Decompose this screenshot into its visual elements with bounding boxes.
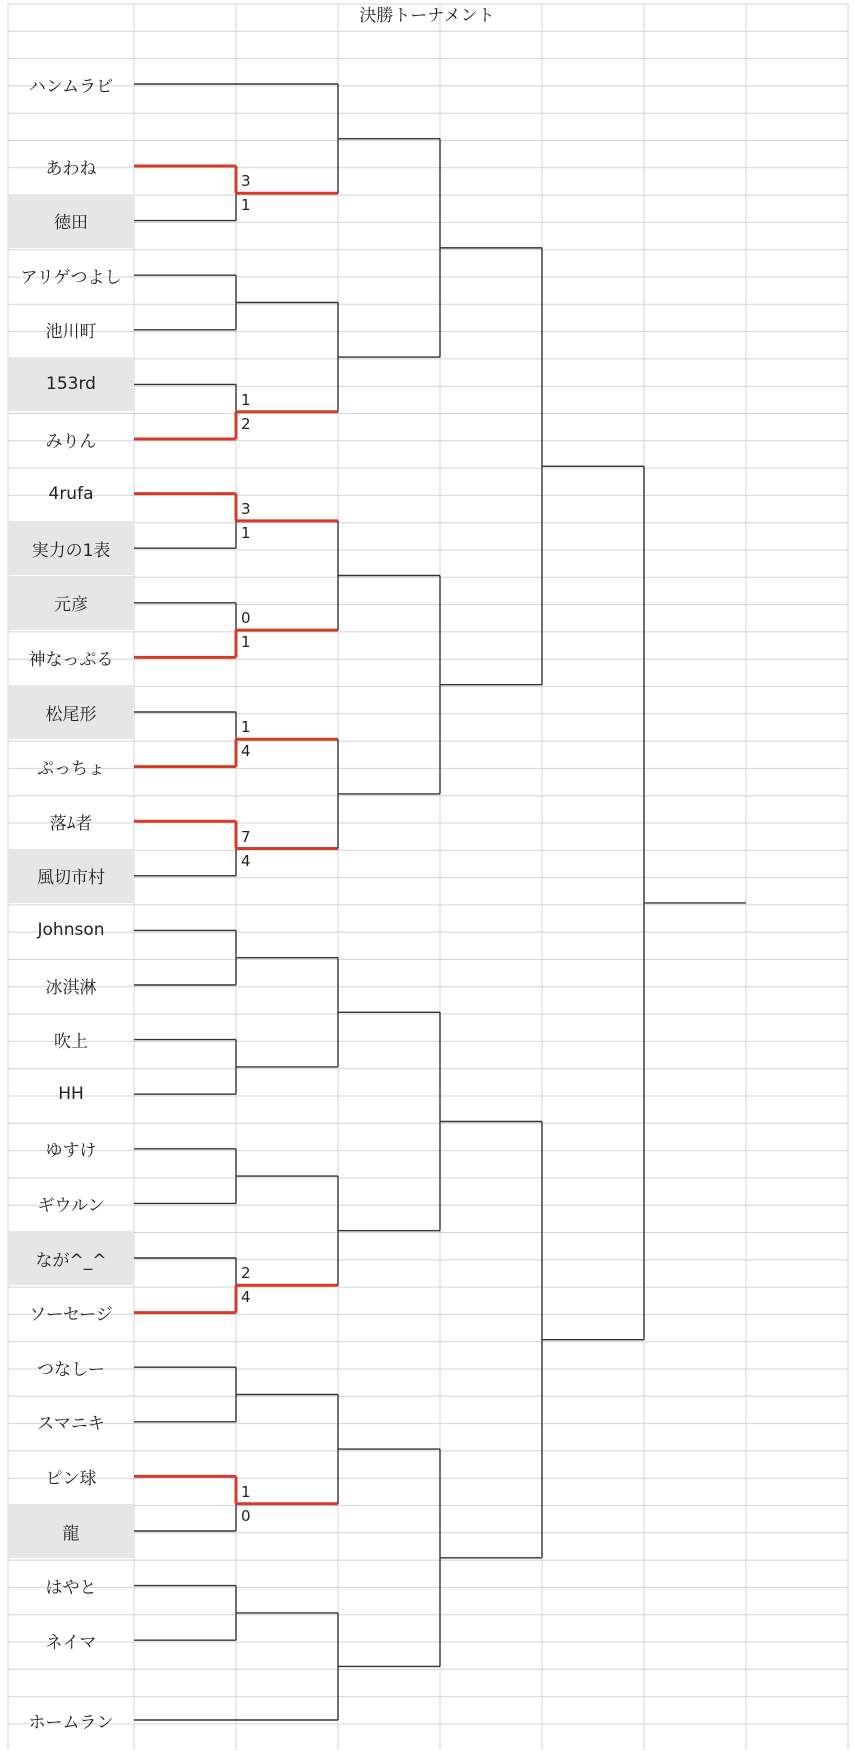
match-score: 4 <box>241 742 251 761</box>
match-score: 2 <box>241 1264 251 1283</box>
match-score: 1 <box>241 390 251 409</box>
sheet-title: 決勝トーナメント <box>359 6 495 26</box>
match-score: 4 <box>241 851 251 870</box>
match-score: 4 <box>241 1288 251 1307</box>
entrant-name: 元彦 <box>8 576 134 630</box>
entrant-name: 吹上 <box>54 1032 88 1053</box>
entrant-name: みりん <box>45 431 97 452</box>
entrant-name: スマニキ <box>37 1414 105 1435</box>
entrant-name: 落ﾑ者 <box>49 813 93 834</box>
entrant-name: ハンムラビ <box>28 76 114 97</box>
entrant-name: Johnson <box>37 920 105 941</box>
entrant-name: ネイマ <box>45 1632 97 1653</box>
entrant-name: ぷっちょ <box>37 759 105 780</box>
entrant-name: 松尾形 <box>8 685 134 739</box>
entrant-name: 冰淇淋 <box>45 977 97 998</box>
entrant-name: アリゲつよし <box>20 267 122 288</box>
match-score: 7 <box>241 827 251 846</box>
match-score: 1 <box>241 196 251 215</box>
entrant-name: 神なっぷる <box>28 649 114 670</box>
entrant-name: つなしー <box>37 1359 105 1380</box>
entrant-name: 153rd <box>8 357 134 411</box>
match-score: 1 <box>241 633 251 652</box>
entrant-name: 4rufa <box>48 483 94 504</box>
match-score: 1 <box>241 718 251 737</box>
entrant-name: 龍 <box>8 1504 134 1558</box>
entrant-name: あわね <box>45 158 97 179</box>
match-score: 1 <box>241 523 251 542</box>
match-score: 3 <box>241 172 251 191</box>
match-score: 2 <box>241 414 251 433</box>
match-score: 3 <box>241 499 251 518</box>
entrant-name: なが^_^ <box>8 1231 134 1285</box>
match-score: 0 <box>241 1506 251 1525</box>
entrant-name: ピン球 <box>45 1468 97 1489</box>
match-score: 0 <box>241 609 251 628</box>
entrant-name: 池川町 <box>45 322 97 343</box>
entrant-name: 風切市村 <box>8 849 134 903</box>
match-score: 1 <box>241 1482 251 1501</box>
entrant-name: 徳田 <box>8 194 134 248</box>
entrant-name: ゆすけ <box>45 1141 97 1162</box>
entrant-name: はやと <box>45 1578 97 1599</box>
entrant-name: 実力の1表 <box>8 521 134 575</box>
entrant-name: ホームラン <box>28 1712 114 1733</box>
entrant-name: ソーセージ <box>29 1305 113 1326</box>
entrant-name: HH <box>58 1084 84 1105</box>
entrant-name: ギウルン <box>37 1195 105 1216</box>
